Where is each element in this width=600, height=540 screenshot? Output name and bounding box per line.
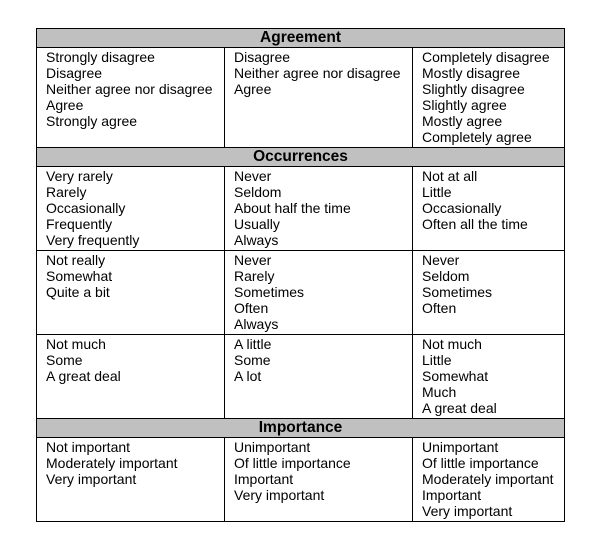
option-text: Never: [234, 252, 272, 268]
option-cell: [413, 48, 565, 148]
table-row: [37, 251, 565, 335]
option-text: Disagree: [234, 49, 291, 65]
section-header-row: [37, 148, 565, 167]
option-text: Not really: [46, 252, 106, 268]
option-text: Often: [234, 300, 269, 316]
section-header-agreement: Agreement: [37, 29, 565, 48]
option-text: Always: [234, 232, 279, 248]
option-text: Not much: [422, 336, 482, 352]
section-header-row: [37, 29, 565, 48]
table-row: [37, 438, 565, 522]
option-text: Occasionally: [46, 200, 126, 216]
option-text: Unimportant: [234, 439, 311, 455]
option-cell: [225, 251, 413, 335]
option-text: Frequently: [46, 216, 113, 232]
option-text: Usually: [234, 216, 280, 232]
option-text: Not much: [46, 336, 106, 352]
option-text: Strongly disagree: [46, 49, 155, 65]
option-text: Of little importance: [234, 455, 351, 471]
option-text: Somewhat: [46, 268, 113, 284]
option-text: Slightly agree: [422, 97, 507, 113]
option-text: Important: [422, 487, 482, 503]
option-text: Neither agree nor disagree: [234, 65, 401, 81]
option-text: Very frequently: [46, 232, 140, 248]
option-text: Never: [234, 168, 272, 184]
option-cell: [413, 335, 565, 419]
option-text: Little: [422, 352, 452, 368]
option-text: Completely agree: [422, 129, 532, 145]
option-text: Seldom: [422, 268, 470, 284]
option-text: Of little importance: [422, 455, 539, 471]
option-text: Very rarely: [46, 168, 113, 184]
option-cell: [413, 167, 565, 251]
option-text: A great deal: [422, 400, 497, 416]
option-text: Disagree: [46, 65, 103, 81]
option-text: Strongly agree: [46, 113, 138, 129]
option-text: Occasionally: [422, 200, 502, 216]
option-cell: [225, 167, 413, 251]
option-text: Not important: [46, 439, 131, 455]
option-text: Rarely: [46, 184, 87, 200]
section-header-row: [37, 419, 565, 438]
option-cell: [37, 438, 225, 522]
option-text: Some: [46, 352, 83, 368]
option-text: Rarely: [234, 268, 275, 284]
option-text: A lot: [234, 368, 262, 384]
option-text: Seldom: [234, 184, 282, 200]
option-text: Some: [234, 352, 271, 368]
option-text: Agree: [46, 97, 84, 113]
option-text: Completely disagree: [422, 49, 550, 65]
option-cell: [37, 167, 225, 251]
option-text: Sometimes: [234, 284, 305, 300]
option-text: Moderately important: [46, 455, 178, 471]
option-text: Little: [422, 184, 452, 200]
option-text: Mostly disagree: [422, 65, 521, 81]
option-text: Often: [422, 300, 457, 316]
option-cell: [37, 48, 225, 148]
option-text: Often all the time: [422, 216, 528, 232]
option-cell: [37, 251, 225, 335]
option-text: Agree: [234, 81, 272, 97]
option-text: Somewhat: [422, 368, 489, 384]
option-text: Moderately important: [422, 471, 554, 487]
option-text: Always: [234, 316, 279, 332]
section-header-occurrences: Occurrences: [37, 148, 565, 167]
option-text: Very important: [234, 487, 325, 503]
option-cell: [225, 335, 413, 419]
option-text: Slightly disagree: [422, 81, 525, 97]
option-cell: [37, 335, 225, 419]
option-text: Mostly agree: [422, 113, 503, 129]
likert-scale-table: [36, 28, 565, 522]
option-text: A great deal: [46, 368, 121, 384]
option-text: Quite a bit: [46, 284, 110, 300]
option-text: Not at all: [422, 168, 478, 184]
option-text: Very important: [46, 471, 137, 487]
table-row: [37, 167, 565, 251]
option-text: Important: [234, 471, 294, 487]
option-text: Much: [422, 384, 457, 400]
option-text: Unimportant: [422, 439, 499, 455]
option-cell: [225, 438, 413, 522]
option-text: Never: [422, 252, 460, 268]
option-cell: [413, 251, 565, 335]
option-text: Neither agree nor disagree: [46, 81, 213, 97]
option-text: About half the time: [234, 200, 351, 216]
table-row: [37, 335, 565, 419]
option-text: A little: [234, 336, 272, 352]
option-text: Very important: [422, 503, 513, 519]
section-header-importance: Importance: [37, 419, 565, 438]
option-cell: [413, 438, 565, 522]
option-cell: [225, 48, 413, 148]
table-row: [37, 48, 565, 148]
option-text: Sometimes: [422, 284, 493, 300]
